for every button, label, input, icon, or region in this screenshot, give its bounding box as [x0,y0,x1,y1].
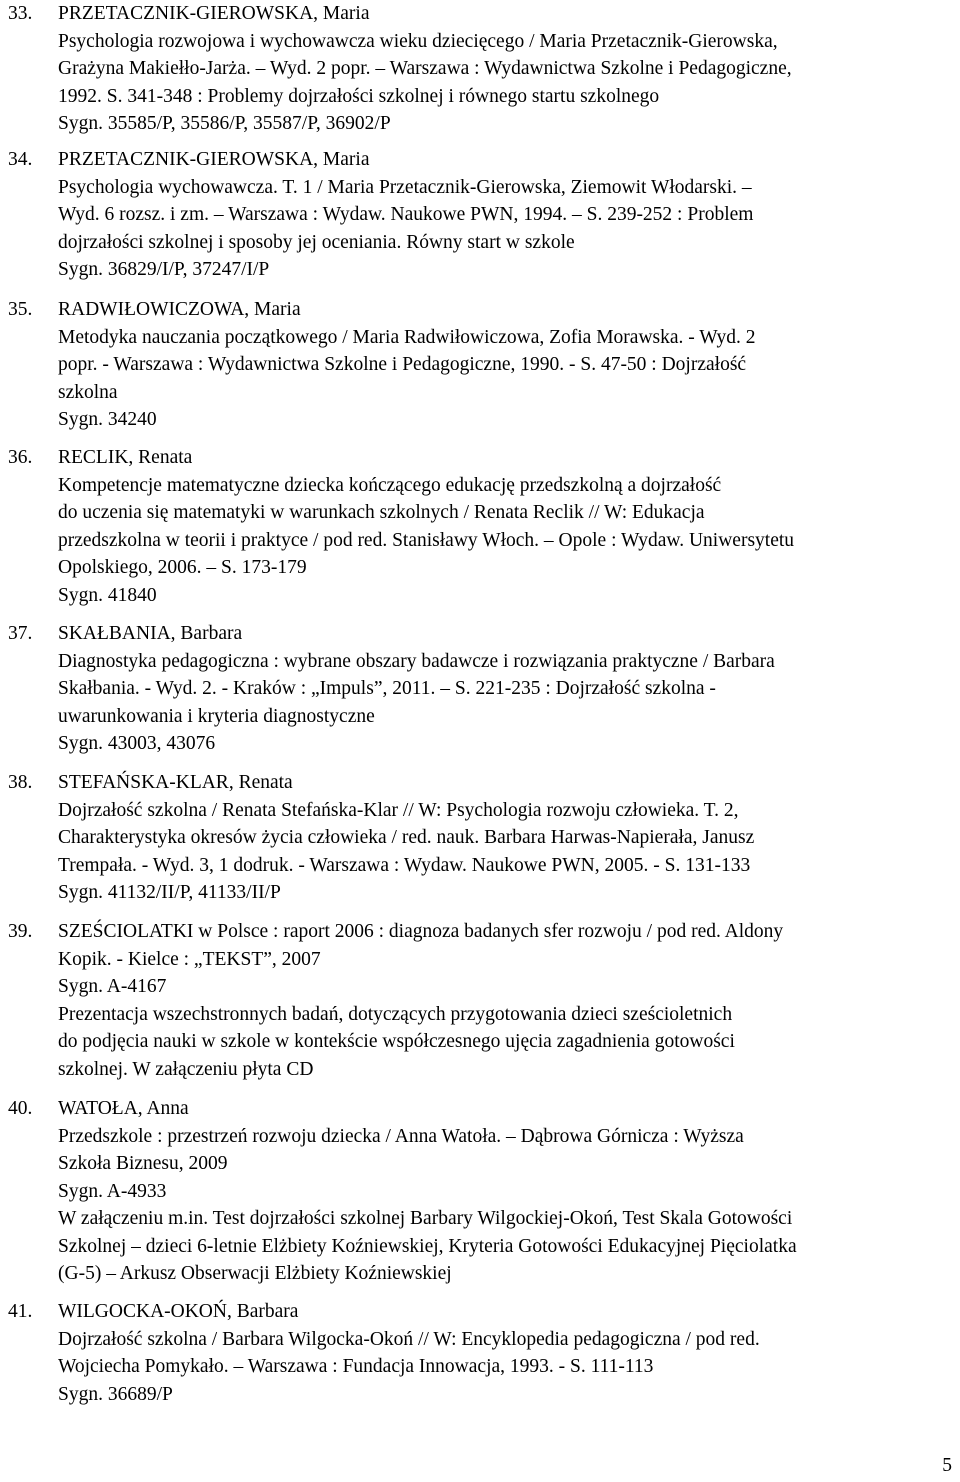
entry-line: Skałbania. - Wyd. 2. - Kraków : „Impuls”, 2011. – S. 221-235 : Dojrzałość szkolna - [58,678,716,699]
entry-signature: Sygn. 41840 [58,584,157,606]
entry-line: Wojciecha Pomykało. – Warszawa : Fundacja Innowacja, 1993. - S. 111-113 [58,1356,654,1377]
entry-line: szkolna [58,381,118,403]
entry-annotation: do podjęcia nauki w szkole w kontekście współczesnego ujęcia zagadnienia gotowości [58,1031,735,1052]
entry-number: 38. [8,772,33,793]
entry-line: Opolskiego, 2006. – S. 173-179 [58,557,307,578]
entry-line: 1992. S. 341-348 : Problemy dojrzałości szkolnej i równego startu szkolnego [58,85,660,107]
entry-line: popr. - Warszawa : Wydawnictwa Szkolne i Pedagogiczne, 1990. - S. 47-50 : Dojrzałość [58,354,747,375]
entry-number: 40. [8,1098,33,1119]
entry-author: WILGOCKA-OKOŃ, Barbara [58,1301,299,1322]
entry-author: PRZETACZNIK-GIEROWSKA, Maria [58,149,370,170]
entry-signature: Sygn. 34240 [58,409,157,430]
entry-line: Trempała. - Wyd. 3, 1 dodruk. - Warszawa : Wydaw. Naukowe PWN, 2005. - S. 131-133 [58,854,751,876]
entry-signature: Sygn. 36689/P [58,1383,173,1405]
entry-author: PRZETACZNIK-GIEROWSKA, Maria [58,3,370,24]
entry-title: SZEŚCIOLATKI w Polsce : raport 2006 : diagnoza badanych sfer rozwoju / pod red. Aldony [58,921,784,942]
entry-line: Diagnostyka pedagogiczna : wybrane obszary badawcze i rozwiązania praktyczne / Barbara [58,650,775,672]
entry-signature: Sygn. 36829/I/P, 37247/I/P [58,259,270,280]
entry-number: 33. [8,3,33,24]
entry-annotation: Prezentacja wszechstronnych badań, dotyczących przygotowania dzieci sześcioletnich [58,1003,733,1025]
entry-signature: Sygn. A-4167 [58,976,167,997]
entry-line: Przedszkole : przestrzeń rozwoju dziecka / Anna Watoła. – Dąbrowa Górnicza : Wyższa [58,1125,744,1147]
entry-author: STEFAŃSKA-KLAR, Renata [58,772,293,793]
page-number: 5 [942,1455,952,1476]
entry-line: Psychologia rozwojowa i wychowawcza wieku dziecięcego / Maria Przetacznik-Gierowska, [58,30,778,52]
entry-annotation: W załączeniu m.in. Test dojrzałości szkolnej Barbary Wilgockiej-Okoń, Test Skala Gotowości [58,1208,793,1229]
entry-line: Dojrzałość szkolna / Renata Stefańska-Klar // W: Psychologia rozwoju człowieka. T. 2, [58,799,739,821]
entry-number: 36. [8,447,33,468]
entry-signature: Sygn. 43003, 43076 [58,733,216,754]
entry-annotation: szkolnej. W załączeniu płyta CD [58,1058,314,1080]
entry-signature: Sygn. 41132/II/P, 41133/II/P [58,882,281,903]
entry-line: Charakterystyka okresów życia człowieka / red. nauk. Barbara Harwas-Napierała, Janusz [58,827,755,848]
entry-line: przedszkolna w teorii i praktyce / pod red. Stanisławy Włoch. – Opole : Wydaw. Uniwersytetu [58,529,795,551]
entry-line: Szkoła Biznesu, 2009 [58,1153,228,1174]
entry-line: dojrzałości szkolnej i sposoby jej oceniania. Równy start w szkole [58,231,575,253]
entry-number: 37. [8,623,33,644]
entry-signature: Sygn. 35585/P, 35586/P, 35587/P, 36902/P [58,113,391,134]
entry-number: 41. [8,1301,33,1322]
entry-annotation: (G-5) – Arkusz Obserwacji Elżbiety Koźniewskiej [58,1263,452,1284]
entry-line: Metodyka nauczania początkowego / Maria Radwiłowiczowa, Zofia Morawska. - Wyd. 2 [58,326,756,348]
entry-author: RADWIŁOWICZOWA, Maria [58,299,301,320]
entry-author: RECLIK, Renata [58,447,193,468]
entry-line: uwarunkowania i kryteria diagnostyczne [58,705,375,727]
entry-line: Dojrzałość szkolna / Barbara Wilgocka-Okoń // W: Encyklopedia pedagogiczna / pod red. [58,1328,760,1350]
entry-author: SKAŁBANIA, Barbara [58,623,243,644]
entry-line: Grażyna Makiełło-Jarża. – Wyd. 2 popr. – Warszawa : Wydawnictwa Szkolne i Pedagogiczne, [58,58,792,79]
entry-author: WATOŁA, Anna [58,1098,189,1119]
entry-line: Kompetencje matematyczne dziecka kończącego edukację przedszkolną a dojrzałość [58,474,722,496]
entry-number: 34. [8,149,33,170]
entry-signature: Sygn. A-4933 [58,1180,167,1202]
entry-line: Kopik. - Kielce : „TEKST”, 2007 [58,948,321,970]
entry-line: Psychologia wychowawcza. T. 1 / Maria Przetacznik-Gierowska, Ziemowit Włodarski. – [58,176,752,198]
entry-annotation: Szkolnej – dzieci 6-letnie Elżbiety Koźniewskiej, Kryteria Gotowości Edukacyjnej Pięciolatka [58,1235,797,1257]
entry-number: 39. [8,921,33,942]
entry-line: Wyd. 6 rozsz. i zm. – Warszawa : Wydaw. Naukowe PWN, 1994. – S. 239-252 : Problem [58,204,754,225]
entry-number: 35. [8,299,33,320]
entry-line: do uczenia się matematyki w warunkach szkolnych / Renata Reclik // W: Edukacja [58,502,705,523]
